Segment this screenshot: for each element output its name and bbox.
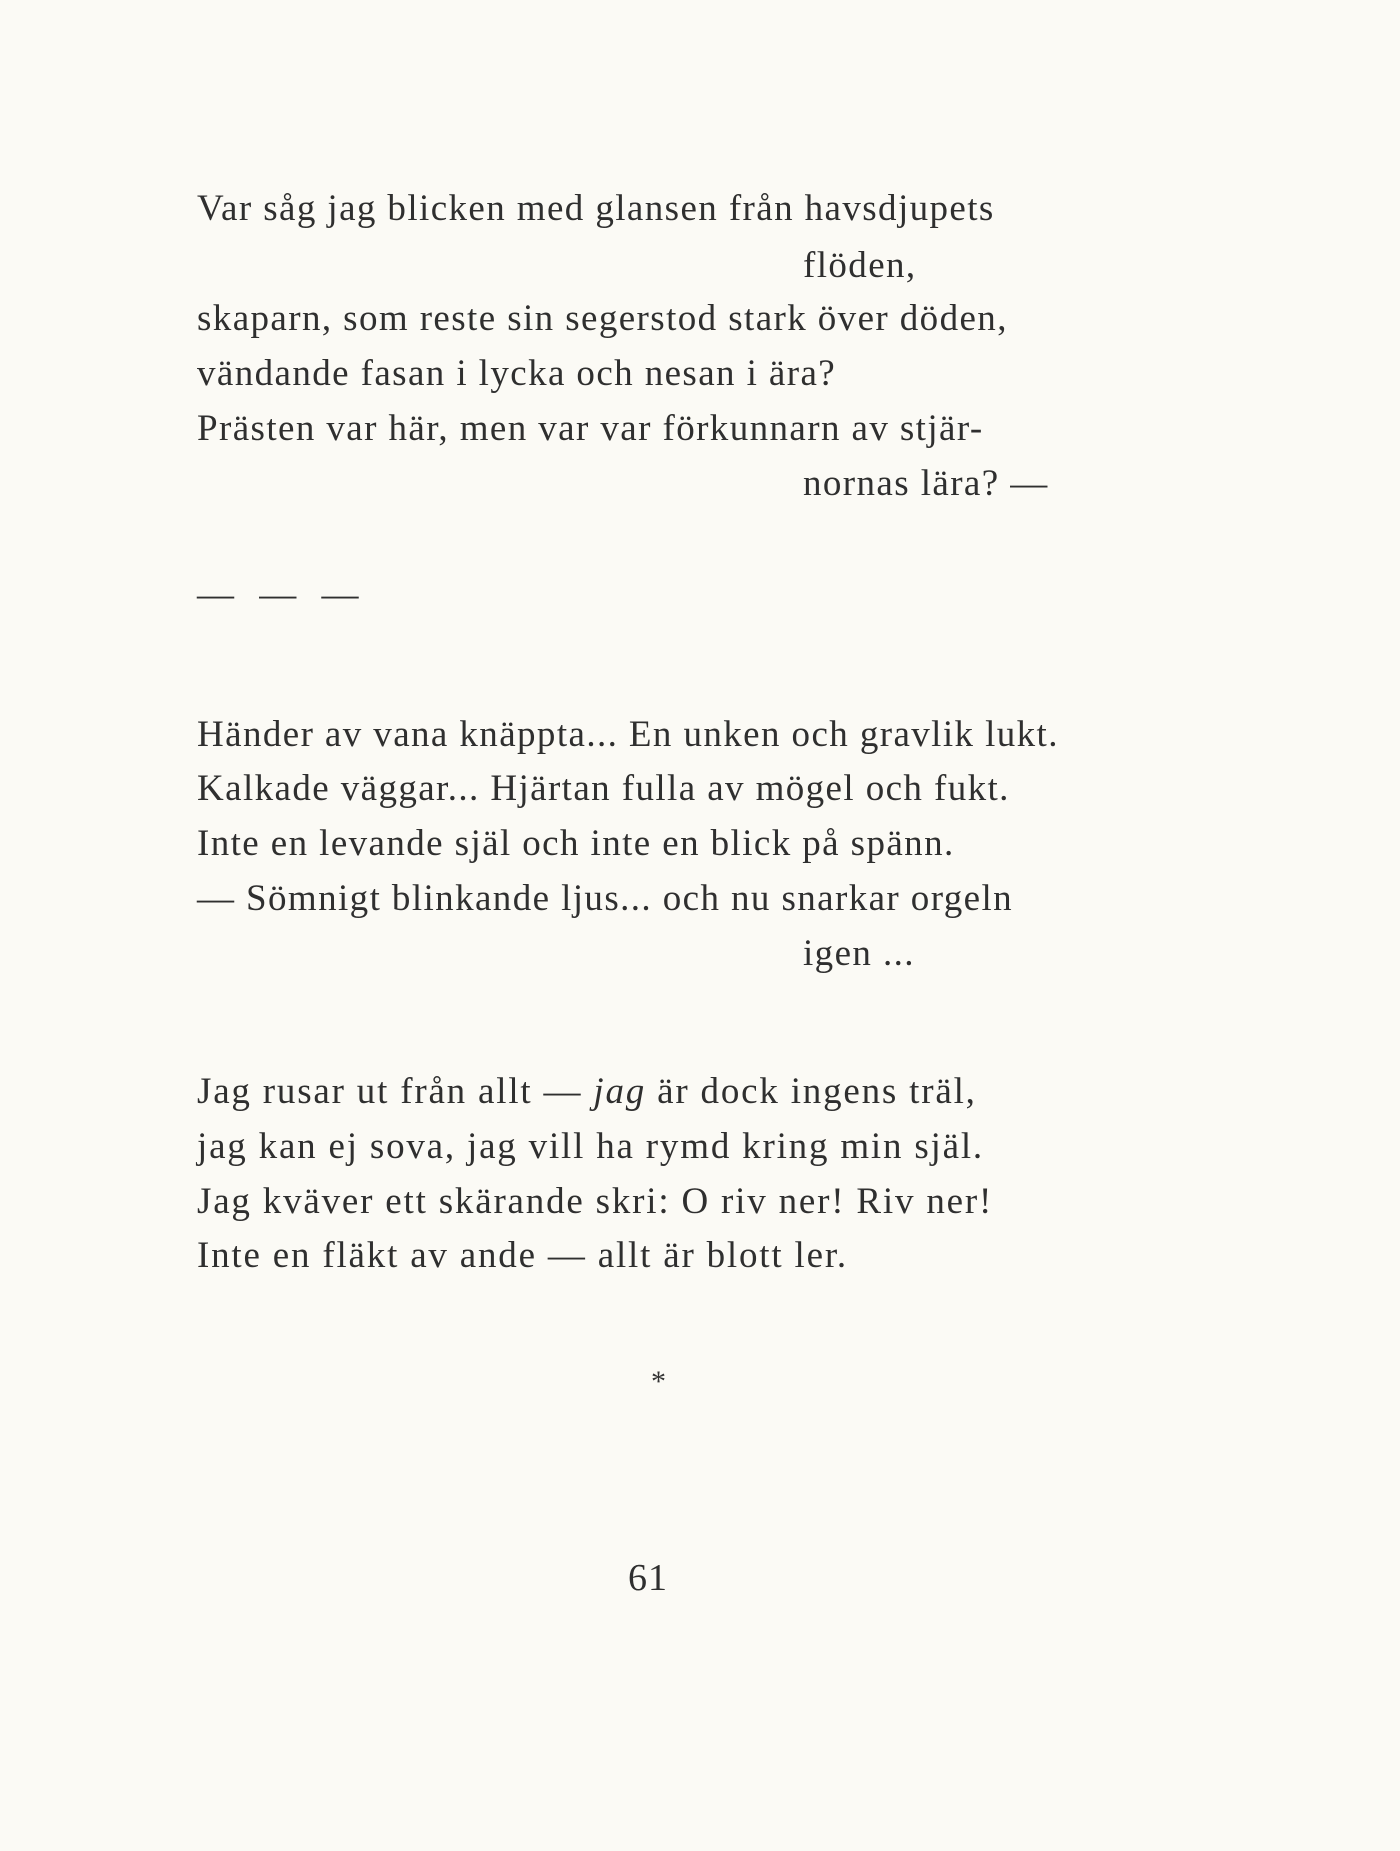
verse-line-continuation: flöden, [803,245,917,286]
dash-separator: — — — [197,574,367,615]
verse-text: Jag rusar ut från allt — [197,1071,594,1112]
verse-line: jag kan ej sova, jag vill ha rymd kring min själ. [197,1126,984,1167]
verse-text: är dock ingens träl, [646,1071,977,1112]
verse-line: — Sömnigt blinkande ljus... och nu snarkar orgeln [197,878,1014,919]
verse-line-continuation: igen ... [803,933,915,974]
verse-line: Jag kväver ett skärande skri: O riv ner! Riv ner! [197,1181,994,1222]
emphasized-word: jag [593,1071,647,1112]
verse-line: Kalkade väggar... Hjärtan fulla av mögel och fukt. [197,768,1010,809]
verse-line: vändande fasan i lycka och nesan i ära? [197,353,837,394]
verse-line: Prästen var här, men var var förkunnarn av stjär- [197,408,984,449]
page-number: 61 [628,1557,668,1599]
verse-line: Inte en fläkt av ande — allt är blott ler. [197,1235,848,1276]
asterisk-ornament: * [651,1365,666,1398]
verse-line [197,1070,977,1114]
verse-line: Var såg jag blicken med glansen från havsdjupets [197,188,995,229]
verse-line: Inte en levande själ och inte en blick på spänn. [197,823,955,864]
verse-line-continuation: nornas lära? — [803,463,1049,504]
verse-line: skaparn, som reste sin segerstod stark över döden, [197,298,1008,339]
verse-line: Händer av vana knäppta... En unken och gravlik lukt. [197,714,1059,755]
